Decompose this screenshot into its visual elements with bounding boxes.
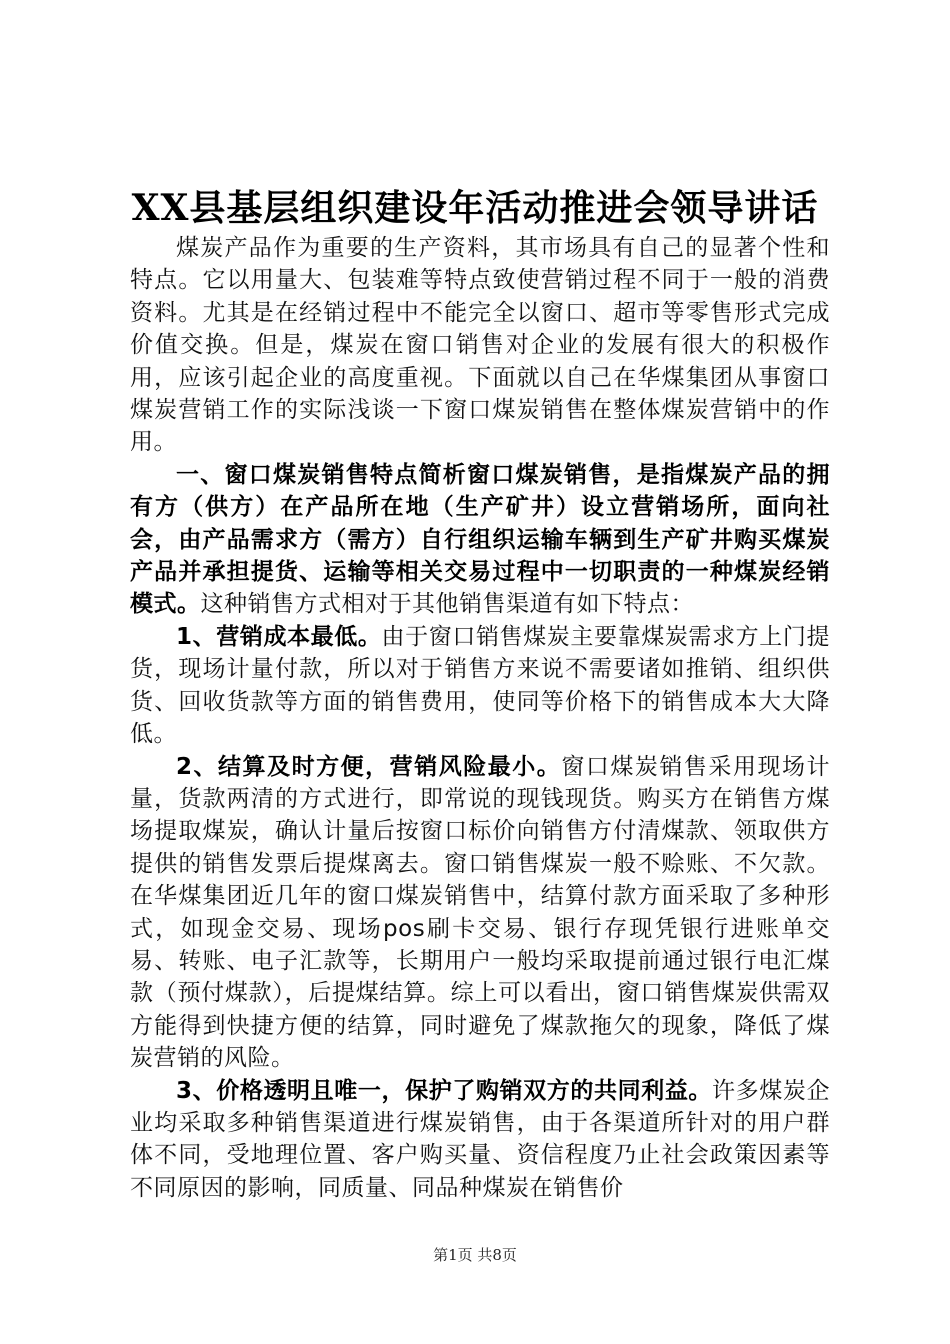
- document-body: [130, 232, 830, 1204]
- paragraph-heading: 一、窗口煤炭销售特点简析窗口煤炭销售，是指煤炭产品的拥有方（供方）在产品所在地（生产矿井）设立营销场所，面向社会，由产品需求方（需方）自行组织运输车辆到生产矿井购买煤炭产品并承担提货、运输等相关交易过程中一切职责的一种煤炭经销模式。: [130, 461, 830, 618]
- paragraph-heading: 1、营销成本最低。: [176, 623, 382, 650]
- paragraph-text: 许多煤炭企业均采取多种销售渠道进行煤炭销售，由于各渠道所针对的用户群体不同，受地理位置、客户购买量、资信程度乃止社会政策因素等不同原因的影响，同质量、同品种煤炭在销售价: [130, 1077, 830, 1201]
- paragraph-section-1: [130, 459, 830, 621]
- paragraph-text: 窗口煤炭销售采用现场计量，货款两清的方式进行，即常说的现钱现货。购买方在销售方煤场提取煤炭，确认计量后按窗口标价向销售方付清煤款、领取供方提供的销售发票后提煤离去。窗口销售煤炭一般不赊账、不欠款。在华煤集团近几年的窗口煤炭销售中，结算付款方面采取了多种形式，如现金交易、现场pos刷卡交易、银行存现凭银行进账单交易、转账、电子汇款等，长期用户一般均采取提前通过银行电汇煤款（预付煤款），后提煤结算。综上可以看出，窗口销售煤炭供需双方能得到快捷方便的结算，同时避免了煤款拖欠的现象，降低了煤炭营销的风险。: [130, 753, 830, 1072]
- paragraph-heading: 2、结算及时方便，营销风险最小。: [176, 753, 562, 780]
- paragraph-intro: [130, 232, 830, 459]
- paragraph-point-2: [130, 751, 830, 1075]
- paragraph-text: 由于窗口销售煤炭主要靠煤炭需求方上门提货，现场计量付款，所以对于销售方来说不需要诸如推销、组织供货、回收货款等方面的销售费用，使同等价格下的销售成本大大降低。: [130, 623, 830, 748]
- paragraph-text: 这种销售方式相对于其他销售渠道有如下特点：: [200, 591, 694, 618]
- paragraph-point-3: [130, 1075, 830, 1205]
- page-number-footer: 第1页 共8页: [433, 1246, 517, 1264]
- document-title: XX县基层组织建设年活动推进会领导讲话: [131, 187, 819, 229]
- paragraph-heading: 3、价格透明且唯一，保护了购销双方的共同利益。: [176, 1077, 713, 1104]
- paragraph-text: 煤炭产品作为重要的生产资料，其市场具有自己的显著个性和特点。它以用量大、包装难等特点致使营销过程不同于一般的消费资料。尤其是在经销过程中不能完全以窗口、超市等零售形式完成价值交换。但是，煤炭在窗口销售对企业的发展有很大的积极作用，应该引起企业的高度重视。下面就以自己在华煤集团从事窗口煤炭营销工作的实际浅谈一下窗口煤炭销售在整体煤炭营销中的作用。: [130, 235, 830, 456]
- paragraph-point-1: [130, 621, 830, 751]
